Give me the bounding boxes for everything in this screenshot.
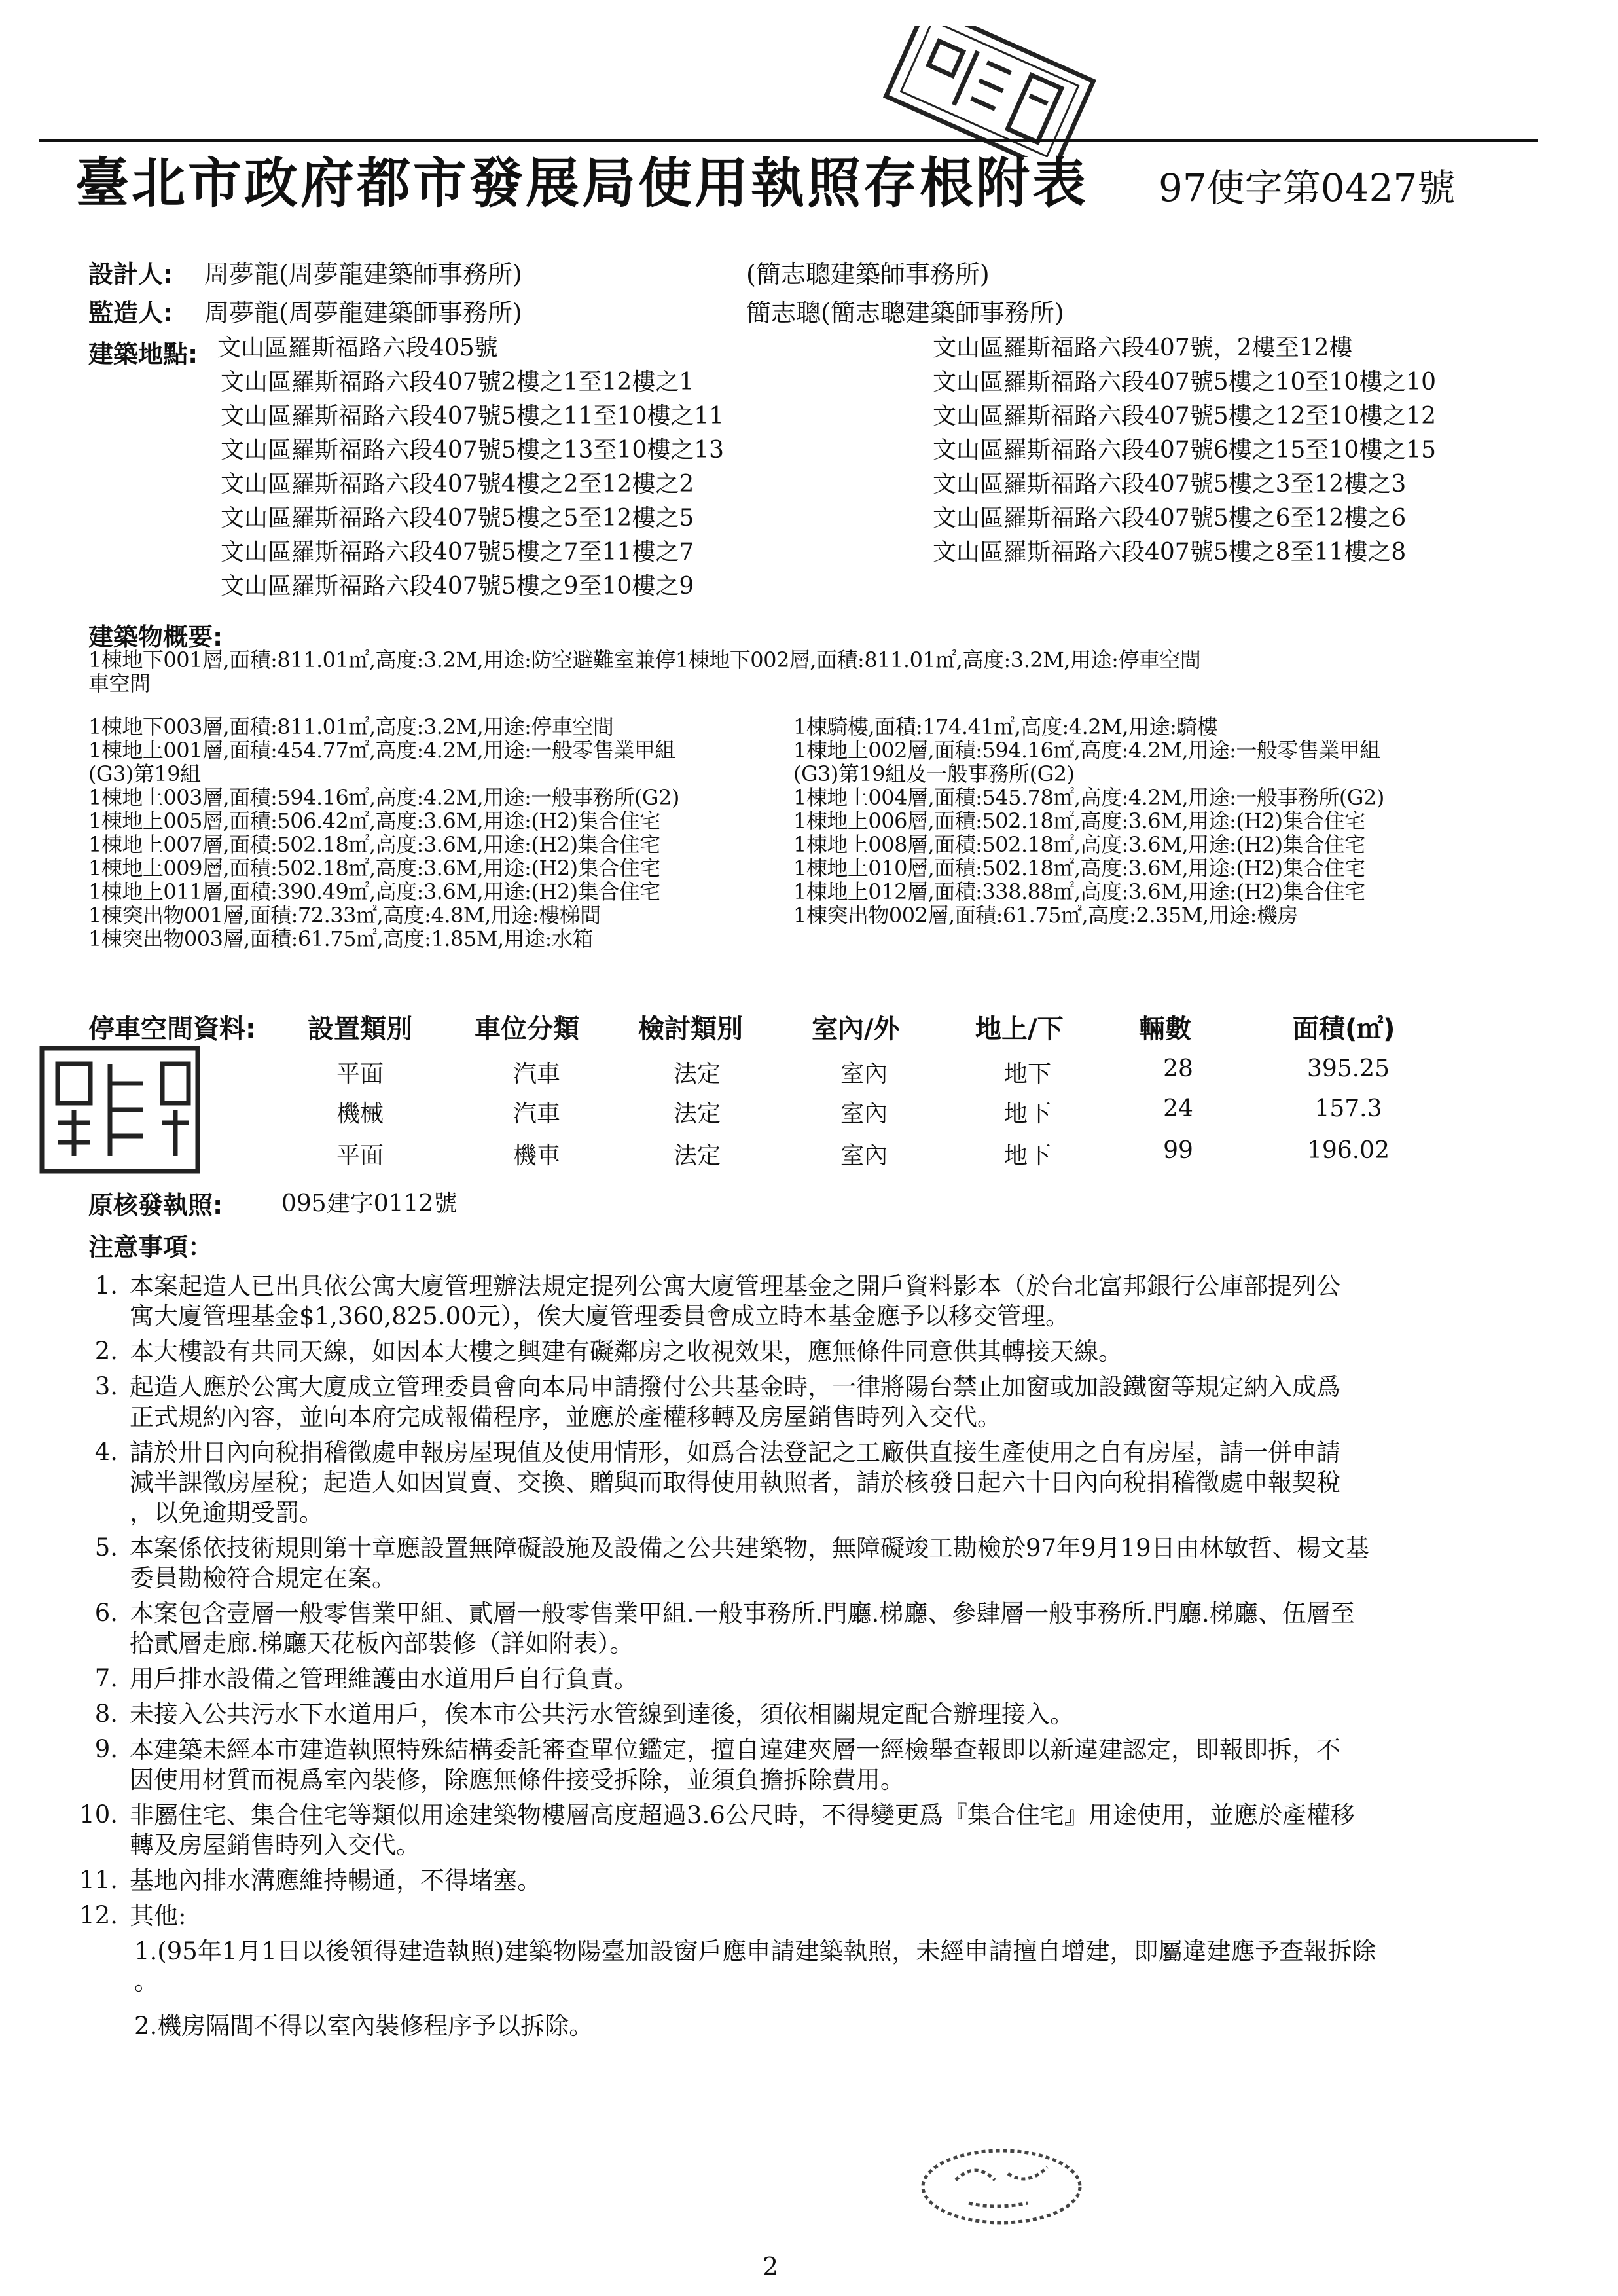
note-line: 。 <box>134 1967 158 1995</box>
supervisor-value-1: 周夢龍(周夢龍建築師事務所) <box>204 299 522 327</box>
note-line: 其他: <box>130 1902 187 1930</box>
building-floor: 1棟地上002層,面積:594.16㎡,高度:4.2M,用途:一般零售業甲組 <box>793 738 1380 763</box>
designer-label: 設計人: <box>88 260 173 289</box>
note-line: 本案起造人已出具依公寓大廈管理辦法規定提列公寓大廈管理基金之開戶資料影本（於台北富邦銀行公庫部提列公 <box>130 1272 1340 1300</box>
building-line-1b: 車空間 <box>88 671 151 696</box>
building-floor: 1棟地上001層,面積:454.77㎡,高度:4.2M,用途:一般零售業甲組 <box>88 738 675 763</box>
parking-cell: 99 <box>1163 1137 1193 1164</box>
parking-cell: 地下 <box>1003 1101 1051 1127</box>
building-line-1: 1棟地下001層,面積:811.01㎡,高度:3.2M,用途:防空避難室兼停1棟地下002層,面積:811.01㎡,高度:3.2M,用途:停車空間 <box>88 647 1201 672</box>
note-number: 8. <box>94 1700 118 1728</box>
notes-label: 注意事項： <box>88 1233 213 1262</box>
note-line: 2.機房隔間不得以室內裝修程序予以拆除。 <box>134 2012 594 2040</box>
site-address: 文山區羅斯福路六段407號5樓之6至12樓之6 <box>933 505 1407 532</box>
note-item <box>72 1372 1512 1432</box>
note-line: 本案包含壹層一般零售業甲組、貳層一般零售業甲組.一般事務所.門廳.梯廳、參肆層一般事務所.門廳.梯廳、伍層至 <box>130 1599 1355 1628</box>
note-line: 寓大廈管理基金$1,360,825.00元），俟大廈管理委員會成立時本基金應予以移交管理。 <box>130 1302 1070 1330</box>
note-line: 正式規約內容，並向本府完成報備程序，並應於產權移轉及房屋銷售時列入交代。 <box>130 1403 1001 1431</box>
site-address: 文山區羅斯福路六段407號5樓之12至10樓之12 <box>933 403 1437 429</box>
note-line: 非屬住宅、集合住宅等類似用途建築物樓層高度超過3.6公尺時，不得變更爲『集合住宅』用途使用，並應於產權移 <box>130 1801 1355 1829</box>
site-address: 文山區羅斯福路六段407號2樓之1至12樓之1 <box>221 369 694 395</box>
parking-cell: 395.25 <box>1307 1055 1390 1082</box>
note-item <box>72 1866 1512 1896</box>
parking-cell: 室內 <box>840 1061 888 1087</box>
original-permit-value: 095建字0112號 <box>281 1190 458 1217</box>
parking-header: 設置類別 <box>308 1014 412 1044</box>
parking-cell: 室內 <box>840 1142 888 1169</box>
parking-cell: 法定 <box>673 1101 721 1127</box>
site-address: 文山區羅斯福路六段407號5樓之10至10樓之10 <box>933 369 1437 395</box>
building-floor: 1棟突出物003層,面積:61.75㎡,高度:1.85M,用途:水箱 <box>88 926 593 951</box>
building-label: 建築物概要: <box>88 623 223 651</box>
seal-stamp-bottom <box>910 2141 1093 2232</box>
site-label: 建築地點: <box>88 340 198 369</box>
building-floor: 1棟地上011層,面積:390.49㎡,高度:3.6M,用途:(H2)集合住宅 <box>88 879 660 904</box>
building-floor: 1棟地上003層,面積:594.16㎡,高度:4.2M,用途:一般事務所(G2) <box>88 785 679 810</box>
parking-header: 面積(㎡) <box>1293 1014 1395 1044</box>
parking-cell: 汽車 <box>512 1101 560 1127</box>
building-floor: 1棟地上004層,面積:545.78㎡,高度:4.2M,用途:一般事務所(G2) <box>793 785 1384 810</box>
permit-number: 97使字第0427號 <box>1159 166 1456 210</box>
note-line: 本案係依技術規則第十章應設置無障礙設施及設備之公共建築物，無障礙竣工勘檢於97年9月19日由林敏哲、楊文基 <box>130 1534 1369 1562</box>
note-number: 11. <box>79 1866 118 1894</box>
parking-cell: 平面 <box>336 1061 384 1087</box>
note-item <box>72 1735 1512 1795</box>
designer-value-1: 周夢龍(周夢龍建築師事務所) <box>204 260 522 289</box>
note-line: 基地內排水溝應維持暢通，不得堵塞。 <box>130 1867 541 1895</box>
site-address: 文山區羅斯福路六段407號6樓之15至10樓之15 <box>933 437 1437 464</box>
note-item <box>72 1664 1512 1694</box>
parking-cell: 地下 <box>1003 1061 1051 1087</box>
parking-header: 室內/外 <box>812 1014 900 1044</box>
note-number: 12. <box>79 1901 118 1929</box>
parking-cell: 24 <box>1163 1095 1193 1122</box>
building-floor: 1棟騎樓,面積:174.41㎡,高度:4.2M,用途:騎樓 <box>793 714 1218 739</box>
page-title: 臺北市政府都市發展局使用執照存根附表 <box>75 152 1089 215</box>
parking-cell: 汽車 <box>512 1061 560 1087</box>
note-line: 未接入公共污水下水道用戶，俟本市公共污水管線到達後，須依相關規定配合辦理接入。 <box>130 1700 1074 1728</box>
note-item <box>72 1533 1512 1594</box>
site-right-list <box>933 331 1436 570</box>
seal-stamp-top <box>871 26 1106 157</box>
site-address: 文山區羅斯福路六段407號4樓之2至12樓之2 <box>221 471 694 498</box>
designer-value-2: (簡志聰建築師事務所) <box>746 260 990 289</box>
note-item <box>72 1337 1512 1367</box>
supervisor-label: 監造人: <box>88 299 173 327</box>
note-number: 3. <box>94 1372 118 1400</box>
building-right-list <box>793 715 1384 927</box>
building-floor: 1棟地上012層,面積:338.88㎡,高度:3.6M,用途:(H2)集合住宅 <box>793 879 1365 904</box>
note-number: 2. <box>94 1337 118 1365</box>
note-item <box>72 1438 1512 1528</box>
building-floor: (G3)第19組及一般事務所(G2) <box>793 761 1075 786</box>
page-number: 2 <box>763 2252 779 2281</box>
supervisor-value-2: 簡志聰(簡志聰建築師事務所) <box>746 299 1064 327</box>
note-line: 委員勘檢符合規定在案。 <box>130 1564 396 1592</box>
site-address: 文山區羅斯福路六段407號5樓之11至10樓之11 <box>221 403 725 429</box>
note-sub-item <box>134 1937 1512 1997</box>
site-address: 文山區羅斯福路六段407號5樓之13至10樓之13 <box>221 437 725 464</box>
site-address: 文山區羅斯福路六段405號 <box>217 335 498 361</box>
parking-cell: 28 <box>1163 1055 1193 1082</box>
parking-cell: 法定 <box>673 1142 721 1169</box>
site-address: 文山區羅斯福路六段407號，2樓至12樓 <box>933 335 1353 361</box>
note-item <box>72 1700 1512 1730</box>
original-permit-label: 原核發執照: <box>88 1191 223 1220</box>
note-number: 1. <box>94 1271 118 1300</box>
parking-cell: 法定 <box>673 1061 721 1087</box>
building-floor: 1棟突出物002層,面積:61.75㎡,高度:2.35M,用途:機房 <box>793 903 1298 928</box>
note-line: 拾貳層走廊.梯廳天花板內部裝修（詳如附表）。 <box>130 1630 634 1658</box>
parking-label: 停車空間資料: <box>88 1014 256 1044</box>
note-number: 6. <box>94 1599 118 1627</box>
parking-cell: 平面 <box>336 1142 384 1169</box>
note-line: 本大樓設有共同天線，如因本大樓之興建有礙鄰房之收視效果，應無條件同意供其轉接天線。 <box>130 1338 1123 1366</box>
building-floor: 1棟地上008層,面積:502.18㎡,高度:3.6M,用途:(H2)集合住宅 <box>793 832 1365 857</box>
note-line: 1.(95年1月1日以後領得建造執照)建築物陽臺加設窗戶應申請建築執照，未經申請擅自增建，即屬違建應予查報拆除 <box>134 1937 1376 1965</box>
building-floor: 1棟地上005層,面積:506.42㎡,高度:3.6M,用途:(H2)集合住宅 <box>88 809 660 833</box>
note-number: 10. <box>79 1800 118 1829</box>
note-number: 7. <box>94 1664 118 1692</box>
note-item <box>72 1271 1512 1332</box>
parking-cell: 196.02 <box>1307 1137 1390 1164</box>
site-left-list <box>204 331 724 604</box>
note-item <box>72 1800 1512 1861</box>
note-line: 轉及房屋銷售時列入交代。 <box>130 1831 420 1859</box>
site-address: 文山區羅斯福路六段407號5樓之5至12樓之5 <box>221 505 694 532</box>
note-line: 減半課徵房屋稅；起造人如因買賣、交換、贈與而取得使用執照者，請於核發日起六十日內向稅捐稽徵處申報契稅 <box>130 1468 1340 1497</box>
parking-cell: 機械 <box>336 1101 384 1127</box>
note-line: 因使用材質而視爲室內裝修，除應無條件接受拆除，並須負擔拆除費用。 <box>130 1766 905 1794</box>
note-number: 9. <box>94 1735 118 1763</box>
note-line: ，以免逾期受罰。 <box>130 1499 323 1527</box>
parking-cell: 室內 <box>840 1101 888 1127</box>
note-line: 請於卅日內向稅捐稽徵處申報房屋現值及使用情形，如爲合法登記之工廠供直接生產使用之自有房屋，請一併申請 <box>130 1438 1340 1467</box>
seal-stamp-left <box>38 1044 202 1175</box>
building-floor: 1棟地上009層,面積:502.18㎡,高度:3.6M,用途:(H2)集合住宅 <box>88 856 660 881</box>
parking-header: 車位分類 <box>475 1014 579 1044</box>
building-floor: 1棟地下003層,面積:811.01㎡,高度:3.2M,用途:停車空間 <box>88 714 614 739</box>
building-floor: (G3)第19組 <box>88 761 201 786</box>
building-floor: 1棟地上007層,面積:502.18㎡,高度:3.6M,用途:(H2)集合住宅 <box>88 832 660 857</box>
note-line: 用戶排水設備之管理維護由水道用戶自行負責。 <box>130 1665 638 1693</box>
building-floor: 1棟突出物001層,面積:72.33㎡,高度:4.8M,用途:樓梯間 <box>88 903 601 928</box>
note-number: 4. <box>94 1438 118 1466</box>
site-address: 文山區羅斯福路六段407號5樓之9至10樓之9 <box>221 573 694 600</box>
parking-header: 檢討類別 <box>638 1014 743 1044</box>
building-left-list <box>88 715 679 951</box>
building-floor: 1棟地上006層,面積:502.18㎡,高度:3.6M,用途:(H2)集合住宅 <box>793 809 1365 833</box>
notes-list <box>72 1271 1512 2041</box>
building-floor: 1棟地上010層,面積:502.18㎡,高度:3.6M,用途:(H2)集合住宅 <box>793 856 1365 881</box>
note-sub-item <box>134 2011 1512 2041</box>
parking-cell: 157.3 <box>1314 1095 1382 1122</box>
note-item <box>72 1599 1512 1659</box>
parking-cell: 地下 <box>1003 1142 1051 1169</box>
note-line: 本建築未經本市建造執照特殊結構委託審查單位鑑定，擅自違建夾層一經檢舉查報即以新違建認定，即報即拆，不 <box>130 1736 1340 1764</box>
site-address: 文山區羅斯福路六段407號5樓之7至11樓之7 <box>221 539 694 566</box>
note-number: 5. <box>94 1533 118 1561</box>
parking-header: 輛數 <box>1139 1014 1191 1044</box>
parking-header: 地上/下 <box>975 1014 1064 1044</box>
note-line: 起造人應於公寓大廈成立管理委員會向本局申請撥付公共基金時，一律將陽台禁止加窗或加設鐵窗等規定納入成爲 <box>130 1373 1340 1401</box>
site-address: 文山區羅斯福路六段407號5樓之8至11樓之8 <box>933 539 1407 566</box>
note-item <box>72 1901 1512 1931</box>
site-address: 文山區羅斯福路六段407號5樓之3至12樓之3 <box>933 471 1407 498</box>
parking-cell: 機車 <box>512 1142 560 1169</box>
